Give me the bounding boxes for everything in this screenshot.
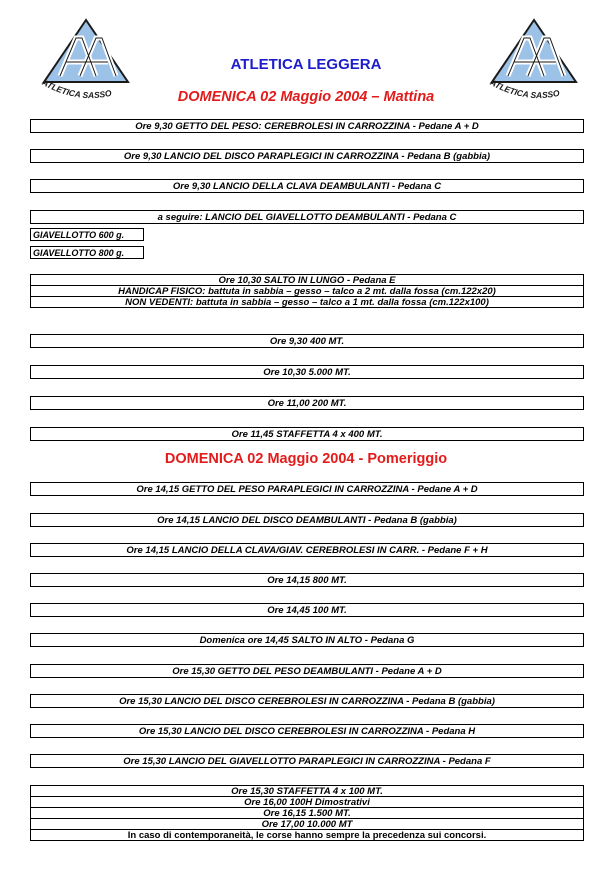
event-row: Ore 14,45 100 MT.: [30, 603, 584, 617]
event-row: Ore 15,30 GETTO DEL PESO DEAMBULANTI - Pedane A + D: [30, 664, 584, 678]
event-row: Domenica ore 14,45 SALTO IN ALTO - Pedana G: [30, 633, 584, 647]
logo-text-left: ATLETICA SASSO: [40, 77, 113, 101]
event-row: Ore 14,15 GETTO DEL PESO PARAPLEGICI IN CARROZZINA - Pedane A + D: [30, 482, 584, 496]
long-jump-title: Ore 10,30 SALTO IN LUNGO - Pedana E: [30, 274, 584, 286]
long-jump-rule-blind: NON VEDENTI: battuta in sabbia – gesso – talco a 1 mt. dalla fossa (cm.122x100): [30, 296, 584, 308]
event-row: Ore 9,30 LANCIO DEL DISCO PARAPLEGICI IN CARROZZINA - Pedana B (gabbia): [30, 149, 584, 163]
precedence-note: In caso di contemporaneità, le corse hanno sempre la precedenza sui concorsi.: [30, 829, 584, 841]
event-row: Ore 15,30 LANCIO DEL DISCO CEREBROLESI IN CARROZZINA - Pedana B (gabbia): [30, 694, 584, 708]
event-row: a seguire: LANCIO DEL GIAVELLOTTO DEAMBULANTI - Pedana C: [30, 210, 584, 224]
javelin-weight-row: GIAVELLOTTO 600 g.: [30, 228, 144, 241]
race-row: Ore 16,15 1.500 MT.: [30, 807, 584, 819]
subtitle-morning: DOMENICA 02 Maggio 2004 – Mattina: [177, 89, 435, 105]
race-row: Ore 17,00 10.000 MT: [30, 818, 584, 830]
race-row: Ore 9,30 400 MT.: [30, 334, 584, 348]
event-row: Ore 14,15 LANCIO DELLA CLAVA/GIAV. CEREBROLESI IN CARR. - Pedane F + H: [30, 543, 584, 557]
race-row: Ore 15,30 STAFFETTA 4 x 100 MT.: [30, 785, 584, 797]
event-row: Ore 15,30 LANCIO DEL GIAVELLOTTO PARAPLEGICI IN CARROZZINA - Pedana F: [30, 754, 584, 768]
subtitle-afternoon: DOMENICA 02 Maggio 2004 - Pomeriggio: [164, 451, 448, 467]
javelin-weight-row: GIAVELLOTTO 800 g.: [30, 246, 144, 259]
final-races-block: [30, 785, 584, 841]
race-row: Ore 11,45 STAFFETTA 4 x 400 MT.: [30, 427, 584, 441]
event-row: Ore 14,15 800 MT.: [30, 573, 584, 587]
race-row: Ore 10,30 5.000 MT.: [30, 365, 584, 379]
logo-text-right: ATLETICA SASSO: [488, 77, 561, 101]
event-row: Ore 9,30 LANCIO DELLA CLAVA DEAMBULANTI - Pedana C: [30, 179, 584, 193]
page-title: ATLETICA LEGGERA: [230, 56, 382, 73]
race-row: Ore 11,00 200 MT.: [30, 396, 584, 410]
long-jump-rule-handicap: HANDICAP FISICO: battuta in sabbia – gesso – talco a 2 mt. dalla fossa (cm.122x20): [30, 285, 584, 297]
event-row: Ore 15,30 LANCIO DEL DISCO CEREBROLESI IN CARROZZINA - Pedana H: [30, 724, 584, 738]
race-row: Ore 16,00 100H Dimostrativi: [30, 796, 584, 808]
event-row: Ore 14,15 LANCIO DEL DISCO DEAMBULANTI - Pedana B (gabbia): [30, 513, 584, 527]
event-row: Ore 9,30 GETTO DEL PESO: CEREBROLESI IN CARROZZINA - Pedane A + D: [30, 119, 584, 133]
long-jump-block: [30, 274, 584, 308]
